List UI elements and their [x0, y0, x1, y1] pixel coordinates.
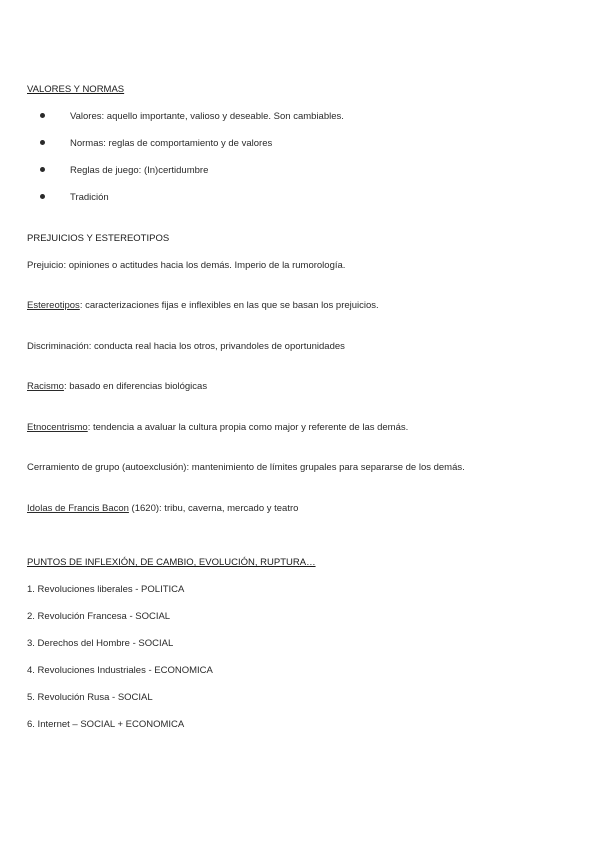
definition-term: Cerramiento de grupo (autoexclusión) [27, 462, 187, 473]
definition-row [27, 422, 408, 434]
section-heading-puntos-inflexion: PUNTOS DE INFLEXIÓN, DE CAMBIO, EVOLUCIÓN, RUPTURA… [27, 557, 316, 568]
bullet-item [40, 192, 109, 204]
definition-text: : mantenimiento de límites grupales para separarse de los demás. [186, 462, 465, 473]
bullet-text: Valores: aquello importante, valioso y deseable. Son cambiables. [70, 111, 344, 122]
list-item: 6. Internet – SOCIAL + ECONOMICA [27, 719, 185, 730]
definition-text: : conducta real hacia los otros, privandoles de oportunidades [88, 341, 345, 352]
list-item: 3. Derechos del Hombre - SOCIAL [27, 638, 174, 649]
definition-text: : opiniones o actitudes hacia los demás. Imperio de la rumorología. [63, 260, 346, 271]
definition-row [27, 381, 207, 393]
definition-row [27, 503, 298, 515]
bullet-text: Reglas de juego: (In)certidumbre [70, 165, 209, 176]
definition-term: Discriminación [27, 341, 89, 352]
bullet-text: Tradición [70, 192, 109, 203]
section-heading-valores-normas: VALORES Y NORMAS [27, 84, 125, 95]
definition-term: Estereotipos [27, 300, 80, 311]
definition-row [27, 462, 465, 474]
bullet-item [40, 165, 208, 177]
definition-text: : caracterizaciones fijas e inflexibles en las que se basan los prejuicios. [79, 300, 379, 311]
bullet-text: Normas: reglas de comportamiento y de valores [70, 138, 273, 149]
list-item: 5. Revolución Rusa - SOCIAL [27, 692, 153, 703]
section-heading-prejuicios: PREJUICIOS Y ESTEREOTIPOS [27, 233, 170, 244]
definition-text: : tendencia a avaluar la cultura propia como major y referente de las demás. [87, 422, 409, 433]
definition-term: Etnocentrismo [27, 422, 88, 433]
definition-row [27, 300, 379, 312]
bullet-icon [40, 113, 45, 118]
definition-term: Idolas de Francis Bacon [27, 503, 129, 514]
definition-term: Prejuicio [27, 260, 64, 271]
bullet-icon [40, 167, 45, 172]
list-item: 4. Revoluciones Industriales - ECONOMICA [27, 665, 213, 676]
definition-row [27, 260, 345, 272]
definition-text: : basado en diferencias biológicas [63, 381, 208, 392]
bullet-icon [40, 140, 45, 145]
list-item: 1. Revoluciones liberales - POLITICA [27, 584, 185, 595]
bullet-icon [40, 194, 45, 199]
definition-row [27, 341, 345, 353]
definition-text: (1620): tribu, caverna, mercado y teatro [128, 503, 299, 514]
definition-term: Racismo [27, 381, 64, 392]
bullet-item [40, 138, 272, 150]
list-item: 2. Revolución Francesa - SOCIAL [27, 611, 171, 622]
bullet-item [40, 111, 344, 123]
